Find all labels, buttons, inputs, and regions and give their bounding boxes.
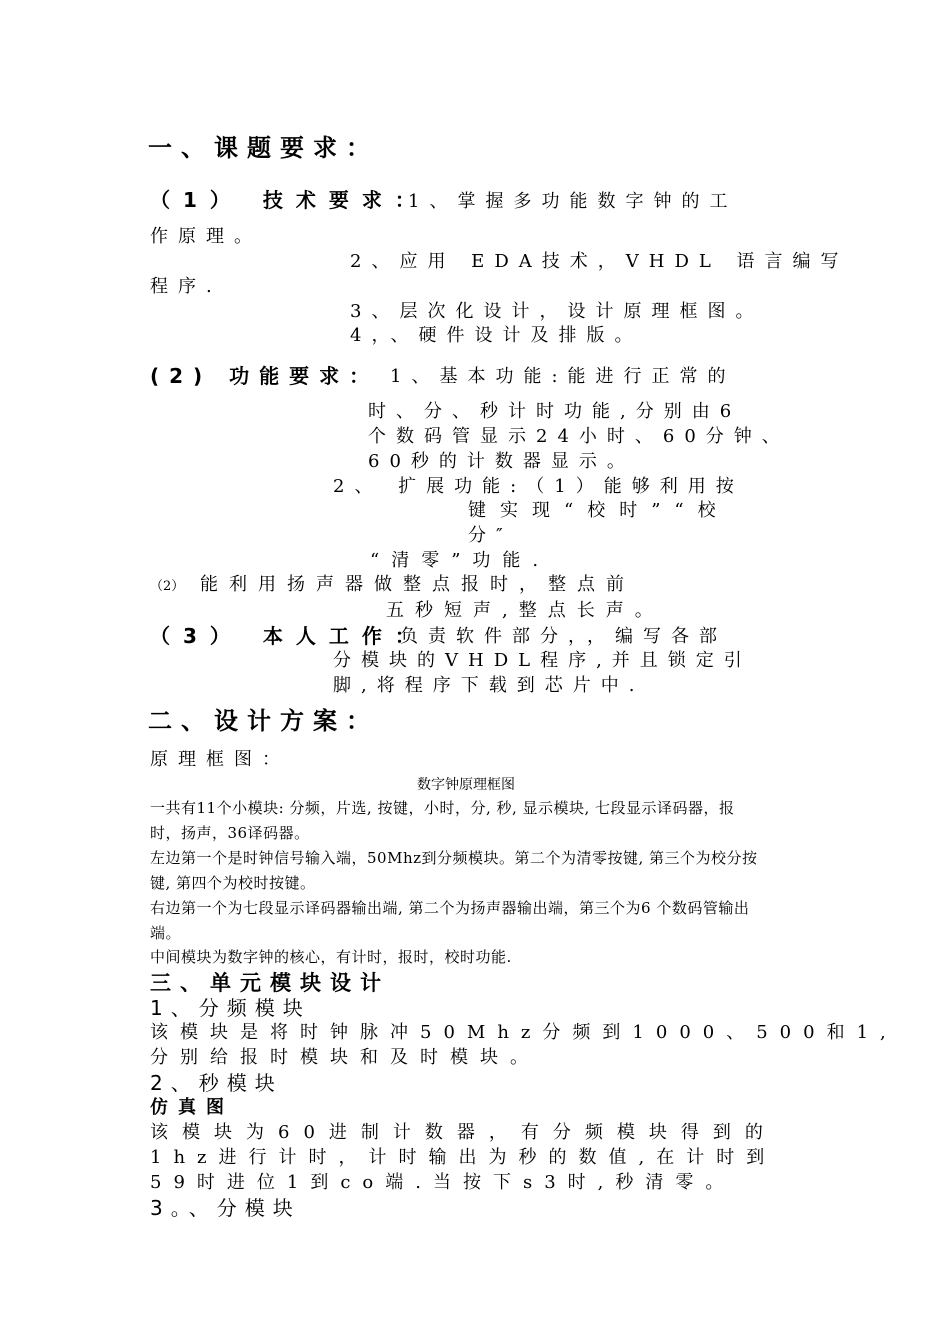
module-3-title: 3。、分模块 [150,1196,301,1220]
func-req-line-1d: 60秒的计数器显示。 [368,451,635,472]
self-work-line-1: 负责软件部分，，编写各部 [400,626,727,647]
func-req-line-2b: 键实现“校时”“校 [468,500,730,521]
func-req-line-1c: 个数码管显示24小时、60分钟、 [368,426,790,447]
func-req-line-2d: “清零”功能. [370,550,551,571]
paragraph-right-outputs: 右边第一个为七段显示译码器输出端, 第二个为扬声器输出端，第三个为6 个数码管输出 [150,899,750,917]
func-req-line-2c: 分″ [468,525,513,546]
func-req-line-2: 2、 扩展功能:（1）能够利用按 [333,476,744,497]
module-2-title: 2、秒模块 [150,1071,283,1095]
tech-req-line-1b: 作原理。 [150,226,262,247]
paragraph-modules-cont: 时，扬声，36译码器。 [150,824,310,842]
self-work-line-1c: 脚,将程序下载到芯片中. [333,675,645,696]
block-diagram-label: 原理框图： [150,749,290,770]
paragraph-core-module: 中间模块为数字钟的核心，有计时，报时，校时功能. [150,948,512,966]
section-3-title: 三、单元模块设计 [150,971,390,995]
func-req-label: (2) 功能要求： [150,364,380,388]
tech-req-line-1: 1、掌握多功能数字钟的工 [408,191,738,212]
module-2-line-1: 该模块为60进制计数器，有分频模块得到的 [150,1122,777,1143]
paragraph-right-outputs-cont: 端。 [150,924,182,942]
tech-req-label: （1） 技术要求： [150,188,428,212]
module-1-line-2: 分别给报时模块和及时模块。 [150,1047,540,1068]
paragraph-modules: 一共有11个小模块: 分频，片选, 按键，小时，分, 秒, 显示模块, 七段显示译码器，报 [150,799,735,817]
module-2-simulation-label: 仿真图 [150,1097,234,1118]
module-2-line-2: 1hz进行计时，计时输出为秒的数值,在计时到 [150,1147,777,1168]
func-req-line-3: 能利用扬声器做整点报时，整点前 [200,574,635,595]
paragraph-left-inputs: 左边第一个是时钟信号输入端，50Mhz到分频模块。第二个为清零按键, 第三个为校分按 [150,849,758,867]
section-1-title: 一、课题要求： [148,134,379,162]
func-req-line-1b: 时、分、秒计时功能,分别由6 [368,401,742,422]
module-1-line-1: 该模块是将时钟脉冲50Mhz分频到1000、500和1, [150,1022,898,1043]
func-req-line-3-num: （2） [150,579,185,594]
self-work-line-1b: 分模块的VHDL程序,并且锁定引 [333,650,752,671]
paragraph-left-inputs-cont: 键, 第四个为校时按键。 [150,874,316,892]
tech-req-line-2: 2、应用 EDA技术，VHDL 语言编写 [350,251,849,272]
module-2-line-3: 59时进位1到co端.当按下s3时,秒清零。 [150,1172,736,1193]
func-req-line-3b: 五秒短声,整点长声。 [386,600,664,621]
func-req-line-1: 1、基本功能:能进行正常的 [390,366,736,387]
tech-req-line-4: 4，、硬件设计及排版。 [350,325,643,346]
module-1-title: 1、分频模块 [150,996,311,1020]
section-2-title: 二、设计方案： [148,707,379,735]
tech-req-line-3: 3、层次化设计，设计原理框图。 [350,301,764,322]
tech-req-line-2b: 程序. [150,276,222,297]
self-work-label: （3） 本人工作： [150,624,428,648]
block-diagram-caption: 数字钟原理框图 [417,777,515,793]
